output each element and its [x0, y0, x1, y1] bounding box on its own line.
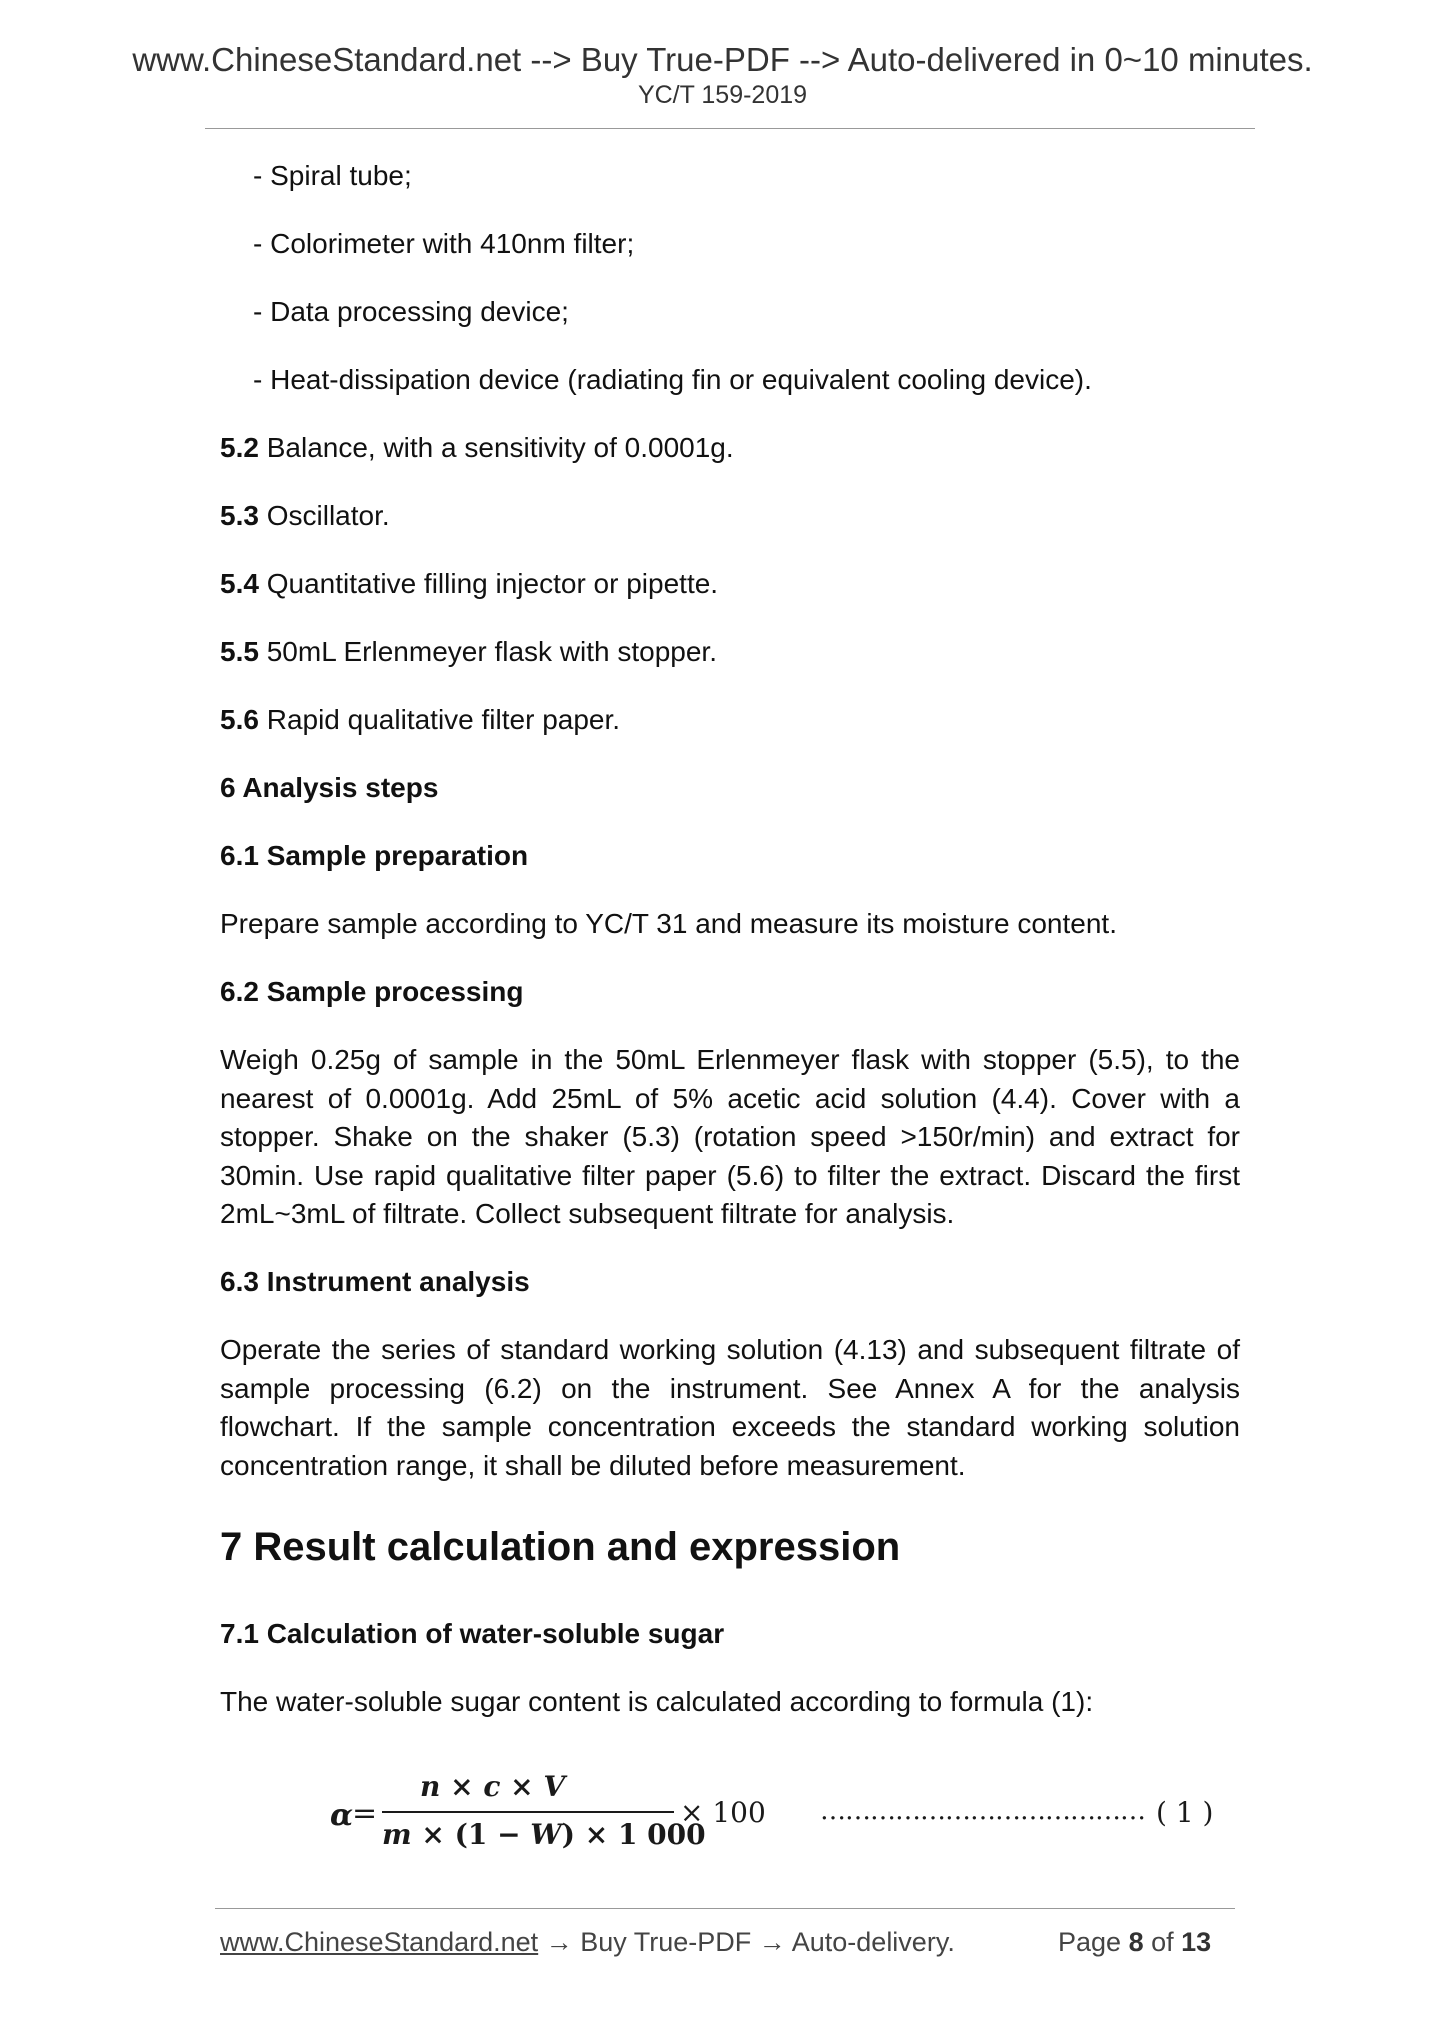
- section-7-1-text: The water-soluble sugar content is calculated according to formula (1):: [220, 1686, 1094, 1717]
- footer-divider: [215, 1908, 1235, 1909]
- document-number: YC/T 159-2019: [637, 81, 808, 109]
- section-6-2-text: Weigh 0.25g of sample in the 50mL Erlenmeyer flask with stopper (5.5), to the nearest of 0.0001g. Add 25mL of 5% acetic acid solution (4.4). Cover with a stopper. Shake on the shaker (5.3) (rotation speed >150r/min) and extract for 30min. Use rapid qualitative filter paper (5.6) to filter the extract. Discard the first 2mL~3mL of filtrate. Collect subsequent filtrate for analysis.: [220, 1044, 1240, 1229]
- header-divider: [205, 128, 1255, 129]
- footer-promo: [220, 1925, 955, 1959]
- list-item: - Data processing device;: [253, 296, 569, 327]
- formula-number: ( 1 ): [1156, 1796, 1214, 1829]
- clause-number: 5.6: [220, 704, 259, 735]
- formula-numerator: n × c × V: [420, 1770, 566, 1803]
- section-6-1-text: Prepare sample according to YC/T 31 and measure its moisture content.: [220, 908, 1117, 939]
- formula-1: [330, 1770, 1280, 1858]
- list-item: - Colorimeter with 410nm filter;: [253, 228, 635, 259]
- clause-number: 5.3: [220, 500, 259, 531]
- clause-text: Balance, with a sensitivity of 0.0001g.: [266, 432, 734, 463]
- header-banner[interactable]: www.ChineseStandard.net --> Buy True-PDF --> Auto-delivered in 0~10 minutes.: [132, 41, 1313, 78]
- list-item: - Spiral tube;: [253, 160, 412, 191]
- section-7-heading: 7 Result calculation and expression: [220, 1525, 901, 1569]
- den-rest: × (1 −: [411, 1818, 531, 1851]
- den-w: W: [530, 1818, 562, 1851]
- list-item: - Heat-dissipation device (radiating fin or equivalent cooling device).: [253, 364, 1092, 395]
- formula-equals: =: [352, 1796, 378, 1831]
- den-m: m: [382, 1818, 412, 1851]
- clause-number: 5.2: [220, 432, 259, 463]
- section-7-1-heading: 7.1 Calculation of water-soluble sugar: [220, 1618, 725, 1649]
- formula-denominator: [382, 1818, 706, 1851]
- footer-promo-text: → Buy True-PDF → Auto-delivery.: [538, 1927, 955, 1957]
- clause-5-6: [220, 701, 620, 739]
- section-6-3-text: Operate the series of standard working solution (4.13) and subsequent filtrate of sample processing (6.2) on the instrument. See Annex A for the analysis flowchart. If the sample concentration exceeds the standard working solution concentration range, it shall be diluted before measurement.: [220, 1334, 1240, 1481]
- footer-link[interactable]: www.ChineseStandard.net: [220, 1927, 539, 1957]
- clause-text: 50mL Erlenmeyer flask with stopper.: [266, 636, 717, 667]
- section-6-heading: 6 Analysis steps: [220, 772, 439, 803]
- den-tail: ) × 1 000: [561, 1818, 706, 1851]
- page-indicator: [1058, 1925, 1211, 1959]
- clause-text: Rapid qualitative filter paper.: [266, 704, 621, 735]
- clause-number: 5.4: [220, 568, 259, 599]
- clause-5-2: [220, 429, 734, 467]
- fraction-bar: [382, 1811, 674, 1813]
- formula-lhs: α: [330, 1798, 354, 1833]
- clause-number: 5.5: [220, 636, 259, 667]
- clause-5-3: [220, 497, 390, 535]
- formula-multiplier: × 100: [680, 1796, 766, 1829]
- clause-5-5: [220, 633, 717, 671]
- page-total: 13: [1181, 1927, 1212, 1957]
- page-number: 8: [1128, 1927, 1144, 1957]
- section-6-3-heading: 6.3 Instrument analysis: [220, 1266, 530, 1297]
- clause-text: Oscillator.: [266, 500, 390, 531]
- clause-text: Quantitative filling injector or pipette.: [266, 568, 719, 599]
- section-6-2-heading: 6.2 Sample processing: [220, 976, 524, 1007]
- formula-leader-dots: …………………………………: [820, 1796, 1145, 1826]
- page-label: Page: [1058, 1927, 1129, 1957]
- of-label: of: [1143, 1927, 1182, 1957]
- section-6-1-heading: 6.1 Sample preparation: [220, 840, 529, 871]
- clause-5-4: [220, 565, 718, 603]
